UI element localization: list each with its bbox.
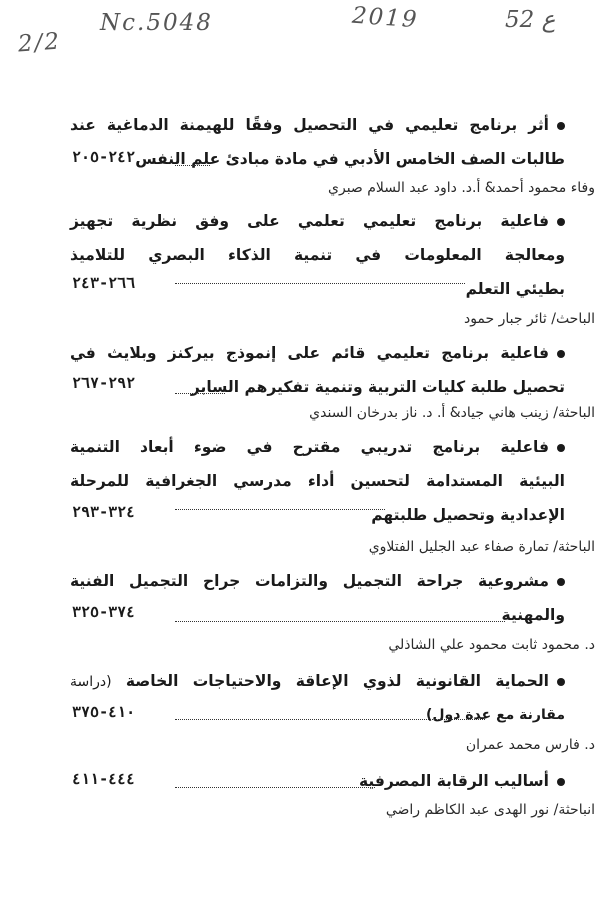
leader-dots — [175, 393, 225, 394]
entry-author: الباحثة/ تمارة صفاء عبد الجليل الفتلاوي — [368, 539, 595, 555]
page-range: ٢٩٢-٢٦٧ — [72, 374, 136, 392]
bullet-icon — [557, 218, 565, 226]
toc-entry-5 — [70, 564, 565, 632]
entry-author: د. فارس محمد عمران — [465, 737, 595, 753]
entry-title-line: بطيئي التعلم — [465, 280, 565, 298]
handwritten-year: 2019 — [351, 2, 420, 34]
page-range: ٢٤٢-٢٠٥ — [72, 148, 136, 166]
entry-title-line: الإعدادية وتحصيل طلبتهم — [371, 506, 565, 524]
bullet-icon — [557, 444, 565, 452]
entry-author: انباحثة/ نور الهدى عبد الكاظم راضي — [385, 802, 595, 818]
entry-title-line: تحصيل طلبة كليات التربية وتنمية تفكيرهم السابر — [190, 378, 565, 396]
bullet-icon — [557, 578, 565, 586]
entry-title-line: الحماية القانونية لذوي الإعاقة والاحتياجات الخاصة (دراسة — [70, 664, 565, 698]
toc-entry-6 — [70, 664, 565, 732]
entry-title-line: مقارنة مع عدة دول) — [425, 707, 565, 723]
handwritten-fraction: 2/2 — [17, 28, 62, 58]
page-range: ٣٧٤-٣٢٥ — [72, 603, 136, 621]
entry-title-line: ومعالجة المعلومات في تنمية الذكاء البصري للتلاميذ — [70, 246, 565, 264]
entry-title-line: طالبات الصف الخامس الأدبي في مادة مبادئ علم النفس — [135, 150, 565, 168]
entry-title-line: أثر برنامج تعليمي في التحصيل وفقًا للهيمنة الدماغية عند — [70, 108, 565, 142]
bullet-icon — [557, 122, 565, 130]
handwritten-code: 52 ع — [505, 7, 556, 33]
leader-dots — [175, 165, 210, 166]
page-range: ٤٤٤-٤١١ — [72, 770, 136, 788]
bullet-icon — [557, 350, 565, 358]
page-range: ٤١٠-٣٧٥ — [72, 703, 136, 721]
page-range: ٣٢٤-٢٩٣ — [72, 503, 136, 521]
leader-dots — [175, 283, 465, 284]
entry-title-line: أساليب الرقابة المصرفية — [70, 764, 565, 798]
bullet-icon — [557, 778, 565, 786]
handwritten-reference-number: Nc.5048 — [100, 10, 213, 36]
entry-title-line: البيئية المستدامة لتحسين أداء مدرسي الجغرافية للمرحلة — [70, 472, 565, 490]
leader-dots — [175, 509, 385, 510]
entry-title-line: فاعلية برنامج تدريبي مقترح في ضوء أبعاد التنمية — [70, 430, 565, 464]
leader-dots — [175, 719, 485, 720]
entry-title-line: فاعلية برنامج تعليمي تعلمي على وفق نظرية تجهيز — [70, 204, 565, 238]
entry-author: الباحثة/ زينب هاني جياد& أ. د. ناز بدرخان السندي — [309, 405, 595, 421]
page-range: ٢٦٦-٢٤٣ — [72, 274, 136, 292]
entry-author: الباحث/ ثائر جبار حمود — [463, 311, 595, 327]
entry-title-line: والمهنية — [501, 606, 565, 624]
entry-author: وفاء محمود أحمد& أ.د. داود عبد السلام صبري — [328, 180, 595, 196]
entry-title-line: فاعلية برنامج تعليمي قائم على إنموذج بيركنز وبلايث في — [70, 336, 565, 370]
leader-dots — [175, 787, 375, 788]
toc-entry-3 — [70, 336, 565, 404]
entry-title-line: مشروعية جراحة التجميل والتزامات جراح التجميل الفنية — [70, 564, 565, 598]
entry-author: د. محمود ثابت محمود علي الشاذلي — [388, 637, 595, 653]
leader-dots — [175, 621, 505, 622]
bullet-icon — [557, 678, 565, 686]
